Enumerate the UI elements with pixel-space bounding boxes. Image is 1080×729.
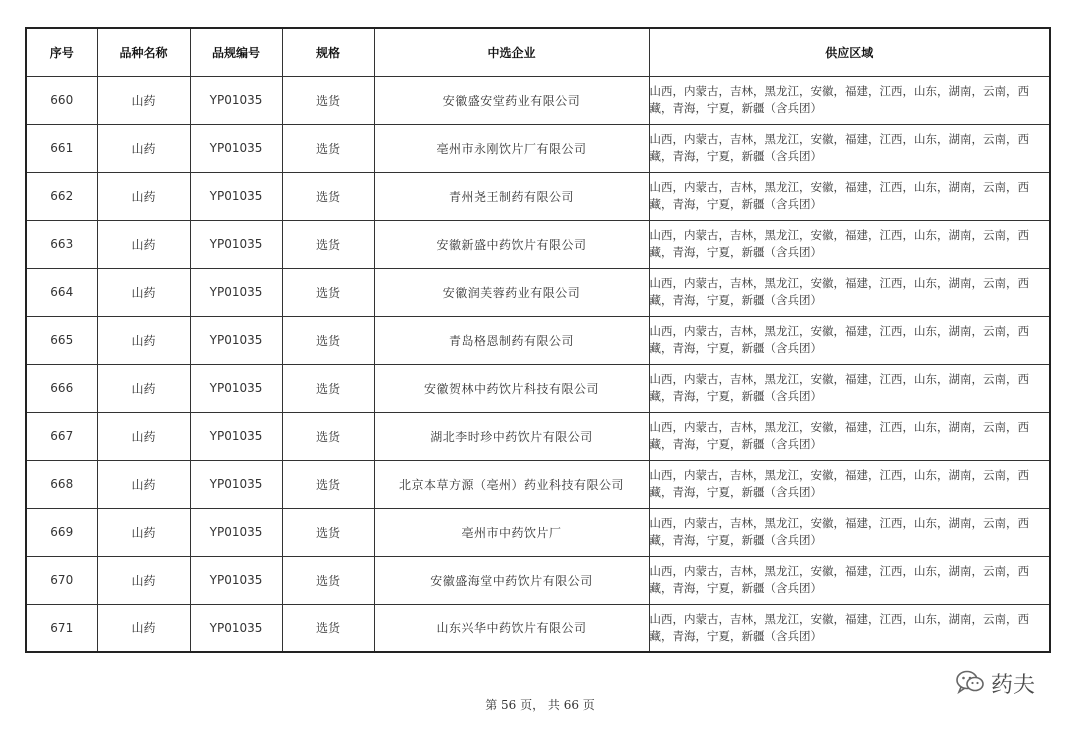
cell-supply-region: 山西，内蒙古，吉林，黑龙江，安徽，福建，江西，山东，湖南，云南，西藏，青海，宁夏，新疆（含兵团）: [649, 604, 1050, 652]
cell-supply-region: 山西，内蒙古，吉林，黑龙江，安徽，福建，江西，山东，湖南，云南，西藏，青海，宁夏，新疆（含兵团）: [649, 412, 1050, 460]
cell-variety-name: 山药: [97, 124, 190, 172]
cell-supply-region: 山西，内蒙古，吉林，黑龙江，安徽，福建，江西，山东，湖南，云南，西藏，青海，宁夏，新疆（含兵团）: [649, 124, 1050, 172]
cell-variety-name: 山药: [97, 220, 190, 268]
cell-variety-name: 山药: [97, 460, 190, 508]
cell-serial-number: 665: [26, 316, 97, 364]
cell-company: 青岛格恩制药有限公司: [374, 316, 649, 364]
table-row: [26, 604, 1050, 652]
cell-variety-name: 山药: [97, 364, 190, 412]
header-selected-company: 中选企业: [374, 28, 649, 76]
cell-supply-region: 山西，内蒙古，吉林，黑龙江，安徽，福建，江西，山东，湖南，云南，西藏，青海，宁夏，新疆（含兵团）: [649, 220, 1050, 268]
table-row: [26, 172, 1050, 220]
cell-company: 山东兴华中药饮片有限公司: [374, 604, 649, 652]
table-row: [26, 76, 1050, 124]
cell-supply-region: 山西，内蒙古，吉林，黑龙江，安徽，福建，江西，山东，湖南，云南，西藏，青海，宁夏，新疆（含兵团）: [649, 76, 1050, 124]
cell-supply-region: 山西，内蒙古，吉林，黑龙江，安徽，福建，江西，山东，湖南，云南，西藏，青海，宁夏，新疆（含兵团）: [649, 316, 1050, 364]
cell-company: 亳州市中药饮片厂: [374, 508, 649, 556]
cell-specification: 选货: [282, 76, 374, 124]
table-row: [26, 316, 1050, 364]
table-row: [26, 364, 1050, 412]
cell-serial-number: 666: [26, 364, 97, 412]
procurement-table: [25, 27, 1051, 653]
cell-company: 亳州市永刚饮片厂有限公司: [374, 124, 649, 172]
cell-serial-number: 662: [26, 172, 97, 220]
cell-product-code: YP01035: [190, 124, 282, 172]
cell-serial-number: 660: [26, 76, 97, 124]
table-header-row: [26, 28, 1050, 76]
cell-product-code: YP01035: [190, 76, 282, 124]
cell-variety-name: 山药: [97, 508, 190, 556]
cell-supply-region: 山西，内蒙古，吉林，黑龙江，安徽，福建，江西，山东，湖南，云南，西藏，青海，宁夏，新疆（含兵团）: [649, 556, 1050, 604]
cell-company: 安徽新盛中药饮片有限公司: [374, 220, 649, 268]
cell-company: 安徽盛安堂药业有限公司: [374, 76, 649, 124]
cell-serial-number: 664: [26, 268, 97, 316]
table-row: [26, 220, 1050, 268]
cell-specification: 选货: [282, 556, 374, 604]
cell-product-code: YP01035: [190, 556, 282, 604]
table-row: [26, 508, 1050, 556]
cell-variety-name: 山药: [97, 172, 190, 220]
cell-specification: 选货: [282, 364, 374, 412]
cell-company: 北京本草方源（亳州）药业科技有限公司: [374, 460, 649, 508]
table-row: [26, 124, 1050, 172]
header-specification: 规格: [282, 28, 374, 76]
header-product-code: 品规编号: [190, 28, 282, 76]
cell-product-code: YP01035: [190, 508, 282, 556]
cell-company: 青州尧王制药有限公司: [374, 172, 649, 220]
header-variety-name: 品种名称: [97, 28, 190, 76]
cell-company: 安徽盛海堂中药饮片有限公司: [374, 556, 649, 604]
cell-company: 安徽润芙蓉药业有限公司: [374, 268, 649, 316]
cell-variety-name: 山药: [97, 604, 190, 652]
cell-serial-number: 663: [26, 220, 97, 268]
cell-supply-region: 山西，内蒙古，吉林，黑龙江，安徽，福建，江西，山东，湖南，云南，西藏，青海，宁夏，新疆（含兵团）: [649, 508, 1050, 556]
cell-specification: 选货: [282, 268, 374, 316]
table-row: [26, 460, 1050, 508]
cell-serial-number: 661: [26, 124, 97, 172]
cell-specification: 选货: [282, 220, 374, 268]
page-number-footer: 第 56 页， 共 66 页: [485, 698, 595, 712]
cell-serial-number: 668: [26, 460, 97, 508]
cell-specification: 选货: [282, 172, 374, 220]
cell-serial-number: 670: [26, 556, 97, 604]
cell-supply-region: 山西，内蒙古，吉林，黑龙江，安徽，福建，江西，山东，湖南，云南，西藏，青海，宁夏，新疆（含兵团）: [649, 172, 1050, 220]
cell-product-code: YP01035: [190, 172, 282, 220]
cell-product-code: YP01035: [190, 316, 282, 364]
cell-supply-region: 山西，内蒙古，吉林，黑龙江，安徽，福建，江西，山东，湖南，云南，西藏，青海，宁夏，新疆（含兵团）: [649, 460, 1050, 508]
cell-supply-region: 山西，内蒙古，吉林，黑龙江，安徽，福建，江西，山东，湖南，云南，西藏，青海，宁夏，新疆（含兵团）: [649, 364, 1050, 412]
cell-company: 湖北李时珍中药饮片有限公司: [374, 412, 649, 460]
cell-specification: 选货: [282, 412, 374, 460]
table-row: [26, 556, 1050, 604]
cell-specification: 选货: [282, 508, 374, 556]
cell-variety-name: 山药: [97, 76, 190, 124]
table-row: [26, 412, 1050, 460]
cell-variety-name: 山药: [97, 556, 190, 604]
wechat-icon: [955, 669, 985, 699]
cell-serial-number: 669: [26, 508, 97, 556]
cell-product-code: YP01035: [190, 268, 282, 316]
cell-variety-name: 山药: [97, 316, 190, 364]
cell-specification: 选货: [282, 460, 374, 508]
cell-product-code: YP01035: [190, 604, 282, 652]
table-row: [26, 268, 1050, 316]
header-supply-region: 供应区域: [649, 28, 1050, 76]
cell-variety-name: 山药: [97, 268, 190, 316]
cell-product-code: YP01035: [190, 412, 282, 460]
cell-company: 安徽贺林中药饮片科技有限公司: [374, 364, 649, 412]
cell-product-code: YP01035: [190, 364, 282, 412]
cell-product-code: YP01035: [190, 460, 282, 508]
cell-serial-number: 671: [26, 604, 97, 652]
cell-supply-region: 山西，内蒙古，吉林，黑龙江，安徽，福建，江西，山东，湖南，云南，西藏，青海，宁夏，新疆（含兵团）: [649, 268, 1050, 316]
cell-product-code: YP01035: [190, 220, 282, 268]
watermark-text: 药夫: [991, 673, 1036, 698]
cell-variety-name: 山药: [97, 412, 190, 460]
cell-serial-number: 667: [26, 412, 97, 460]
cell-specification: 选货: [282, 124, 374, 172]
cell-specification: 选货: [282, 316, 374, 364]
header-serial-number: 序号: [26, 28, 97, 76]
watermark: [955, 668, 1035, 699]
cell-specification: 选货: [282, 604, 374, 652]
